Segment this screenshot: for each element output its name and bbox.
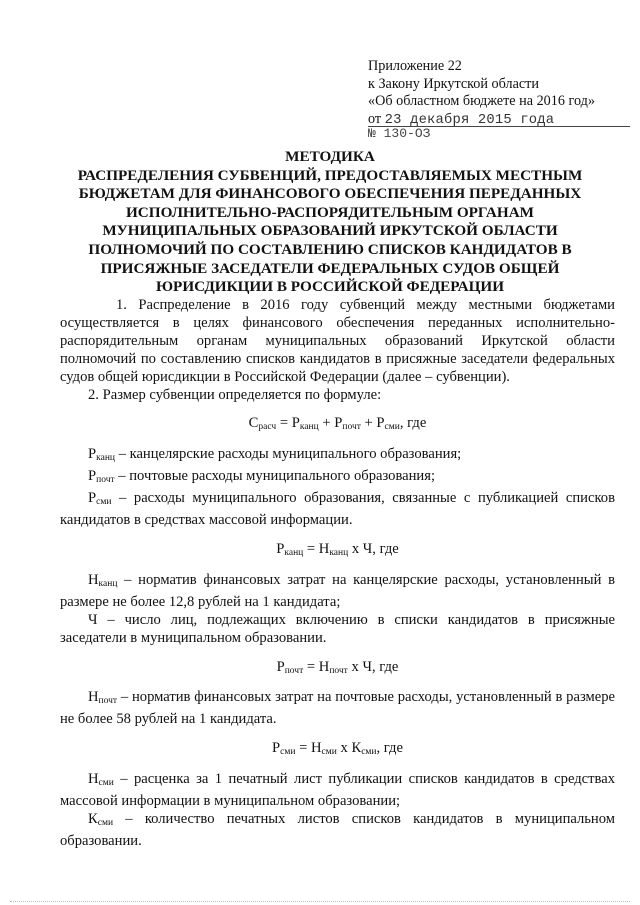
formula-subscript: почт: [284, 665, 304, 676]
formula-symbol: К: [351, 740, 362, 757]
title-heading: МЕТОДИКА: [285, 148, 375, 165]
formula-subscript: расч: [258, 422, 277, 433]
formula-symbol: Н: [311, 740, 322, 757]
definition-k-smi: [60, 811, 615, 851]
formula-operator: х: [336, 740, 352, 757]
title-line: ПОЛНОМОЧИЙ ПО СОСТАВЛЕНИЮ СПИСКОВ КАНДИДАТОВ В: [88, 240, 572, 258]
formula-subscript: канц: [329, 547, 349, 558]
def-text: – количество печатных листов списков кандидатов в муниципальном образовании.: [60, 810, 615, 849]
formula-subscript: почт: [342, 422, 361, 433]
def-subscript: канц: [96, 453, 115, 464]
definition-r-kanc: [60, 446, 615, 468]
formula-operator: =: [303, 658, 319, 675]
formula-operator: =: [303, 540, 319, 557]
def-subscript: сми: [98, 778, 114, 789]
formula-subscript: сми: [280, 747, 296, 758]
def-text: – почтовые расходы муниципального образования;: [114, 468, 436, 485]
definition-ch: Ч – число лиц, подлежащих включению в списки кандидатов в присяжные заседатели в муниципальном образовании.: [60, 611, 615, 646]
scan-edge-divider: [10, 899, 630, 902]
title-line: ПРИСЯЖНЫЕ ЗАСЕДАТЕЛИ ФЕДЕРАЛЬНЫХ СУДОВ ОБЩЕЙ: [100, 259, 560, 277]
definition-r-pocht: [60, 468, 615, 490]
formula-operator: +: [318, 415, 335, 432]
formula-symbol: Н: [318, 540, 330, 557]
formula-subscript: сми: [361, 747, 377, 758]
appendix-line-3: «Об областном бюджете на 2016 год»: [368, 93, 595, 110]
definition-n-pocht: [60, 689, 615, 729]
formula-kanc: [60, 541, 615, 563]
formula-symbol: Р: [291, 415, 300, 432]
def-symbol: Р: [88, 468, 97, 485]
def-subscript: канц: [98, 578, 118, 589]
date-prefix: от: [368, 110, 382, 127]
formula-tail: , где: [376, 740, 403, 757]
formula-symbol: Н: [318, 658, 330, 675]
def-subscript: почт: [96, 475, 115, 486]
appendix-date-row: [368, 111, 630, 130]
formula-subscript: канц: [299, 422, 319, 433]
formula-pocht: [60, 659, 615, 681]
def-text: – канцелярские расходы муниципального образования;: [114, 446, 462, 463]
document-body: [60, 297, 615, 851]
def-symbol: Р: [88, 490, 97, 507]
title-line: БЮДЖЕТАМ ДЛЯ ФИНАНСОВОГО ОБЕСПЕЧЕНИЯ ПЕРЕДАННЫХ: [78, 185, 582, 203]
definition-n-smi: [60, 771, 615, 811]
formula-subscript: канц: [284, 547, 304, 558]
definition-n-kanc: [60, 572, 615, 612]
def-subscript: сми: [97, 817, 114, 828]
formula-operator: +: [360, 415, 377, 432]
number-value: 130-ОЗ: [383, 126, 431, 142]
appendix-header: [368, 58, 630, 143]
date-value: 23 декабря 2015 года: [384, 112, 555, 128]
formula-symbol: Ч: [362, 658, 372, 675]
appendix-line-2: к Закону Иркутской области: [368, 75, 539, 92]
def-symbol: К: [88, 810, 98, 827]
appendix-line-1: Приложение 22: [368, 58, 462, 74]
formula-symbol: Р: [276, 658, 285, 675]
formula-operator: х: [348, 540, 363, 557]
formula-symbol: Р: [376, 415, 385, 432]
formula-total: [60, 415, 615, 437]
formula-symbol: Ч: [362, 540, 373, 557]
formula-smi: [60, 740, 615, 762]
paragraph-1: 1. Распределение в 2016 году субвенций между местными бюджетами осуществляется в целях финансового обеспечения переданных исполнительно-распорядительным органам муниципальных образований Иркутской области полномочий по составлению списков кандидатов в присяжные заседатели федеральных судов общей юрисдикции в Российской Федерации (далее – субвенции).: [60, 297, 615, 385]
formula-symbol: Р: [334, 415, 343, 432]
formula-operator: =: [276, 415, 292, 432]
title-line: ЮРИСДИКЦИИ В РОССИЙСКОЙ ФЕДЕРАЦИИ: [155, 278, 505, 296]
def-symbol: Н: [88, 689, 99, 706]
formula-symbol: Р: [276, 540, 285, 557]
paragraph-2: 2. Размер субвенции определяется по формуле:: [88, 386, 382, 403]
def-symbol: Р: [88, 446, 97, 463]
title-line: ИСПОЛНИТЕЛЬНО-РАСПОРЯДИТЕЛЬНЫМ ОРГАНАМ: [125, 203, 535, 221]
formula-symbol: С: [248, 415, 259, 432]
formula-tail: , где: [372, 540, 399, 557]
formula-tail: , где: [371, 658, 399, 675]
def-text: – расходы муниципального образования, связанные с публикацией списков кандидатов в средствах массовой информации.: [60, 490, 615, 529]
date-underline: [368, 126, 630, 127]
formula-tail: , где: [399, 415, 427, 432]
formula-operator: х: [347, 658, 363, 675]
formula-subscript: почт: [329, 665, 348, 676]
def-text: – норматив финансовых затрат на почтовые расходы, установленный в размере не более 58 рублей на 1 кандидата.: [60, 689, 615, 728]
formula-symbol: Р: [272, 740, 281, 757]
title-line: РАСПРЕДЕЛЕНИЯ СУБВЕНЦИЙ, ПРЕДОСТАВЛЯЕМЫХ МЕСТНЫМ: [77, 166, 583, 184]
def-subscript: почт: [98, 696, 118, 707]
def-symbol: Н: [88, 571, 99, 588]
definition-r-smi: [60, 490, 615, 530]
formula-operator: =: [295, 740, 311, 757]
formula-subscript: сми: [384, 422, 400, 433]
document-title: [60, 148, 600, 297]
def-subscript: сми: [96, 497, 112, 508]
def-text: – расценка за 1 печатный лист публикации списков кандидатов в средствах массовой информации в муниципальном образовании;: [60, 771, 615, 810]
def-text: – норматив финансовых затрат на канцелярские расходы, установленный в размере не более 12,8 рублей на 1 кандидата;: [60, 571, 615, 610]
number-prefix: №: [368, 126, 376, 142]
def-symbol: Н: [88, 771, 99, 788]
formula-subscript: сми: [321, 747, 337, 758]
title-line: МУНИЦИПАЛЬНЫХ ОБРАЗОВАНИЙ ИРКУТСКОЙ ОБЛАСТИ: [102, 222, 558, 240]
